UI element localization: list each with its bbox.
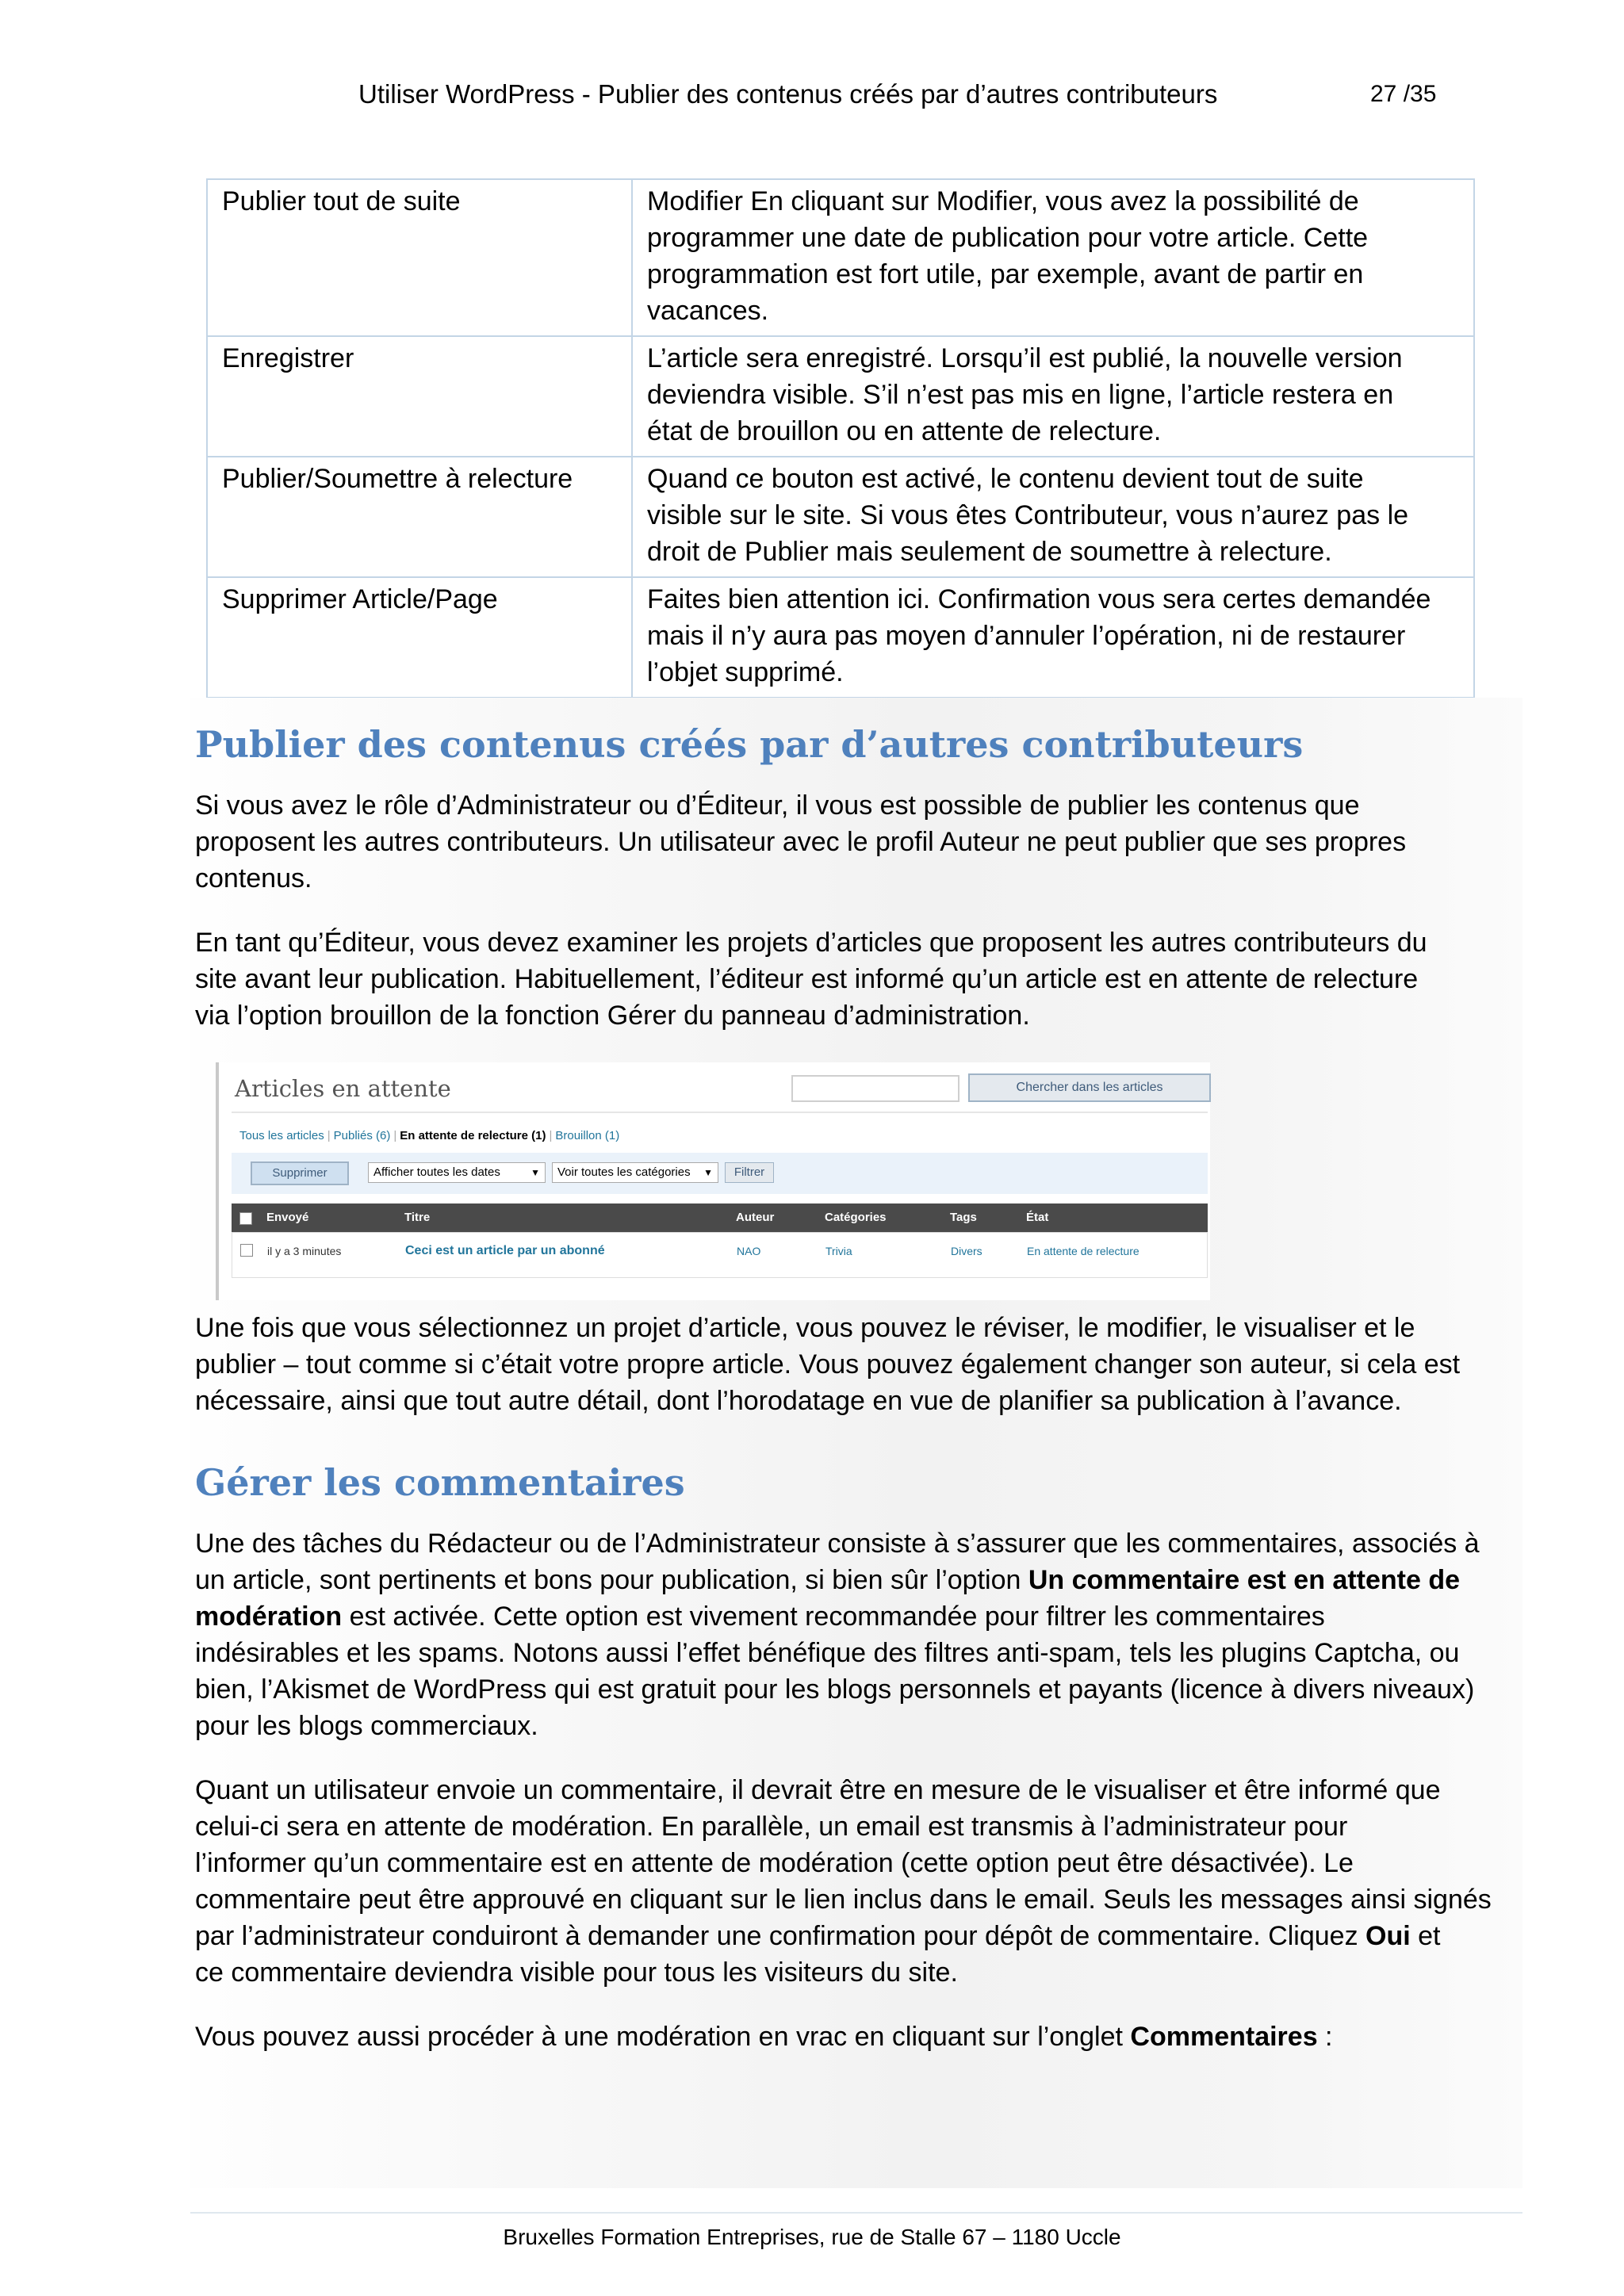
table-cell-description: Quand ce bouton est activé, le contenu devient tout de suite visible sur le site. Si vous êtes Contributeur, vous n’aurez pas le droit de Publier mais seulement de soumettre à relecture.	[632, 457, 1474, 577]
row-state: En attente de relecture	[1027, 1245, 1139, 1257]
row-author-link[interactable]: NAO	[737, 1245, 761, 1257]
table-row	[207, 336, 1474, 457]
delete-button[interactable]: Supprimer	[251, 1161, 349, 1185]
table-cell-label: Publier tout de suite	[207, 179, 632, 336]
table-row	[207, 457, 1474, 577]
row-category-link[interactable]: Trivia	[825, 1245, 852, 1257]
column-header: Catégories	[825, 1211, 887, 1224]
row-sent: il y a 3 minutes	[267, 1245, 342, 1257]
divider	[232, 1112, 1208, 1113]
paragraph: Vous pouvez aussi procéder à une modération en vrac en cliquant sur l’onglet Commentaires :	[195, 2022, 1333, 2052]
dates-select[interactable]: Afficher toutes les dates ▼	[368, 1162, 546, 1183]
filter-pending-link[interactable]: En attente de relecture (1)	[400, 1129, 546, 1142]
filter-button[interactable]: Filtrer	[725, 1162, 774, 1183]
column-header: Tags	[950, 1211, 977, 1224]
categories-select[interactable]: Voir toutes les catégories ▼	[552, 1162, 718, 1183]
status-filters: Tous les articles | Publiés (6) | En attente de relecture (1) | Brouillon (1)	[239, 1129, 620, 1142]
section-heading-comments: Gérer les commentaires	[195, 1461, 685, 1504]
paragraph: En tant qu’Éditeur, vous devez examiner les projets d’articles que proposent les autres contributeurs du site avant leur publication. Habituellement, l’éditeur est informé qu’un article est en attente de relecture via l’option brouillon de la fonction Gérer du panneau d’administration.	[195, 928, 1427, 1031]
row-title-link[interactable]: Ceci est un article par un abonné	[405, 1244, 605, 1257]
search-input[interactable]	[791, 1075, 959, 1102]
paragraph: Si vous avez le rôle d’Administrateur ou d’Éditeur, il vous est possible de publier les contenus que proposent les autres contributeurs. Un utilisateur avec le profil Auteur ne peut publier que ses propres contenus.	[195, 790, 1407, 894]
column-header: Auteur	[736, 1211, 775, 1224]
table-header	[232, 1203, 1208, 1232]
section-heading-publish: Publier des contenus créés par d’autres contributeurs	[195, 723, 1304, 766]
header-title: Utiliser WordPress - Publier des contenus créés par d’autres contributeurs	[358, 79, 1218, 109]
page-number: 27 /35	[1370, 81, 1437, 107]
table-cell-label: Enregistrer	[207, 336, 632, 457]
row-tags-link[interactable]: Divers	[951, 1245, 982, 1257]
column-header: Envoyé	[266, 1211, 309, 1224]
bulk-actions-bar	[232, 1153, 1208, 1194]
filter-published-link[interactable]: Publiés (6)	[333, 1129, 391, 1142]
search-articles-button[interactable]: Chercher dans les articles	[968, 1073, 1211, 1102]
table-row	[232, 1232, 1208, 1278]
table-cell-label: Supprimer Article/Page	[207, 577, 632, 698]
paragraph: Une des tâches du Rédacteur ou de l’Administrateur consiste à s’assurer que les commentaires, associés à un article, sont pertinents et bons pour publication, si bien sûr l’option Un commentaire est en attente de modération est activée. Cette option est vivement recommandée pour filtrer les commentaires indésirables et les spams. Notons aussi l’effet bénéfique des filtres anti-spam, tels les plugins Captcha, ou bien, l’Akismet de WordPress qui est gratuit pour les blogs personnels et payants (licence à divers niveaux) pour les blogs commerciaux.	[195, 1529, 1480, 1741]
table-cell-description: L’article sera enregistré. Lorsqu’il est publié, la nouvelle version deviendra visible. S’il n’est pas mis en ligne, l’article restera en état de brouillon ou en attente de relecture.	[632, 336, 1474, 457]
chevron-down-icon: ▼	[703, 1167, 713, 1178]
screenshot-title: Articles en attente	[235, 1075, 451, 1102]
table-row	[207, 577, 1474, 698]
row-checkbox[interactable]	[240, 1244, 253, 1257]
column-header: Titre	[404, 1211, 431, 1224]
chevron-down-icon: ▼	[530, 1167, 540, 1178]
filter-all-link[interactable]: Tous les articles	[239, 1129, 324, 1142]
filter-draft-link[interactable]: Brouillon (1)	[555, 1129, 620, 1142]
table-row	[207, 179, 1474, 336]
footer-divider	[190, 2212, 1522, 2214]
table-cell-description: Faites bien attention ici. Confirmation vous sera certes demandée mais il n’y aura pas moyen d’annuler l’opération, ni de restaurer l’objet supprimé.	[632, 577, 1474, 698]
select-all-checkbox[interactable]	[239, 1212, 252, 1225]
column-header: État	[1026, 1211, 1049, 1224]
pending-articles-screenshot	[216, 1062, 1210, 1300]
paragraph: Une fois que vous sélectionnez un projet d’article, vous pouvez le réviser, le modifier, le visualiser et le publier – tout comme si c’était votre propre article. Vous pouvez également changer son auteur, si cela est nécessaire, ainsi que tout autre détail, dont l’horodatage en vue de planifier sa publication à l’avance.	[195, 1313, 1461, 1416]
paragraph: Quant un utilisateur envoie un commentaire, il devrait être en mesure de le visualiser et être informé que celui-ci sera en attente de modération. En parallèle, un email est transmis à l’administrateur pour l’informer qu’un commentaire est en attente de modération (cette option peut être désactivée). Le commentaire peut être approuvé en cliquant sur le lien inclus dans le email. Seuls les messages ainsi signés par l’administrateur conduiront à demander une confirmation pour dépôt de commentaire. Cliquez Oui et ce commentaire deviendra visible pour tous les visiteurs du site.	[195, 1775, 1492, 1988]
table-cell-description: Modifier En cliquant sur Modifier, vous avez la possibilité de programmer une date de publication pour votre article. Cette programmation est fort utile, par exemple, avant de partir en vacances.	[632, 179, 1474, 336]
buttons-table	[206, 178, 1475, 698]
table-cell-label: Publier/Soumettre à relecture	[207, 457, 632, 577]
page-footer: Bruxelles Formation Entreprises, rue de Stalle 67 – 1180 Uccle	[503, 2225, 1121, 2249]
